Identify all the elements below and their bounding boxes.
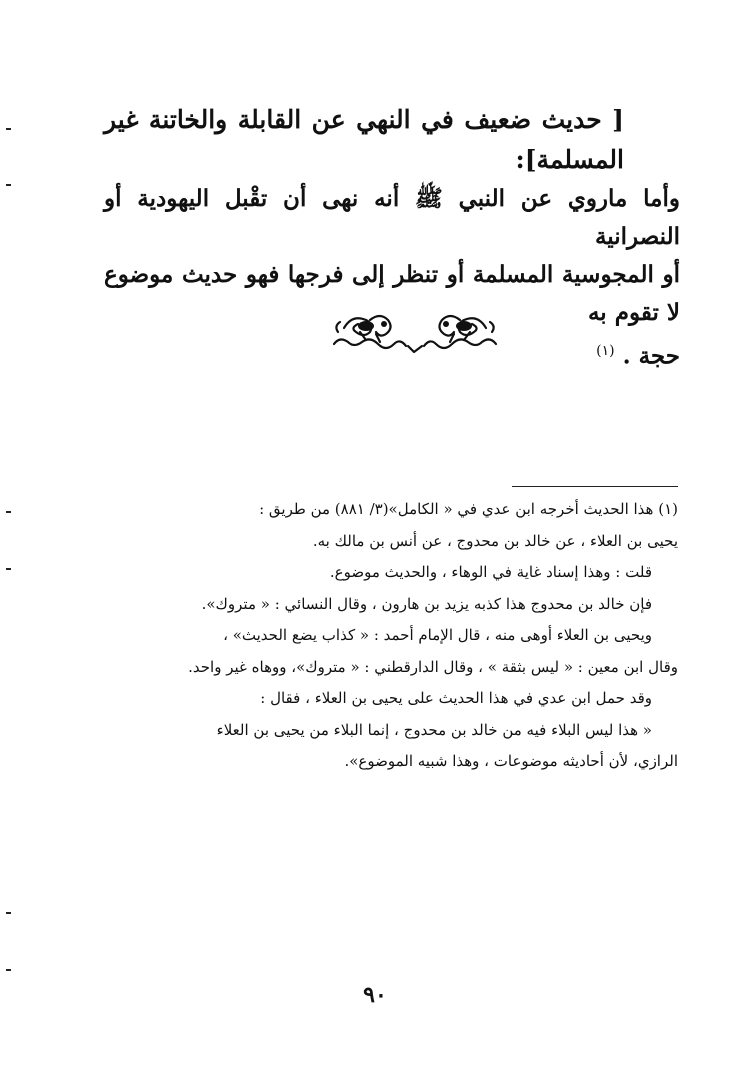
footnote-line: فإن خالد بن محدوج هذا كذبه يزيد بن هارون ، وقال النسائي : « متروك».: [201, 594, 652, 613]
footnote-divider: [512, 486, 678, 487]
footnote-line: وقد حمل ابن عدي في هذا الحديث على يحيى بن العلاء ، فقال :: [260, 689, 652, 707]
ornament-divider-icon: [330, 306, 500, 356]
margin-mark: [6, 511, 11, 513]
footnote-line: وقال ابن معين : « ليس بثقة » ، وقال الدارقطني : « متروك»، ووهاه غير واحد.: [188, 657, 678, 676]
margin-mark: [6, 912, 11, 914]
footnote-line: ويحيى بن العلاء أوهى منه ، قال الإمام أحمد : « كذاب يضع الحديث» ،: [223, 626, 652, 644]
footnote-line: قلت : وهذا إسناد غاية في الوهاء ، والحديث موضوع.: [329, 563, 652, 581]
footnotes: [140, 494, 678, 778]
margin-mark: [6, 969, 11, 971]
body-line-3-text: حجة .: [622, 342, 680, 370]
footnote-line: (١) هذا الحديث أخرجه ابن عدي في « الكامل»(٣/ ٨٨١) من طريق :: [259, 500, 678, 518]
margin-mark: [6, 184, 11, 186]
body-line-1: وأما ماروي عن النبي ﷺ أنه نهى أن تقْبل اليهودية أو النصرانية: [104, 185, 680, 250]
footnote-reference: (١): [596, 343, 615, 359]
footnote-line: يحيى بن العلاء ، عن خالد بن محدوج ، عن أنس بن مالك به.: [312, 531, 678, 550]
margin-mark: [6, 568, 11, 570]
page-number: ٩٠: [363, 982, 387, 1008]
footnote-line: الرازي، لأن أحاديثه موضوعات ، وهذا شبيه الموضوع».: [344, 752, 678, 770]
footnote-line: « هذا ليس البلاء فيه من خالد بن محدوج ، إنما البلاء من يحيى بن العلاء: [216, 720, 652, 739]
body-line-2: أو المجوسية المسلمة أو تنظر إلى فرجها فهو حديث موضوع لا تقوم به: [104, 261, 680, 326]
margin-mark: [6, 128, 11, 130]
section-heading: [ حديث ضعيف في النهي عن القابلة والخاتنة غير المسلمة]:: [104, 105, 624, 174]
